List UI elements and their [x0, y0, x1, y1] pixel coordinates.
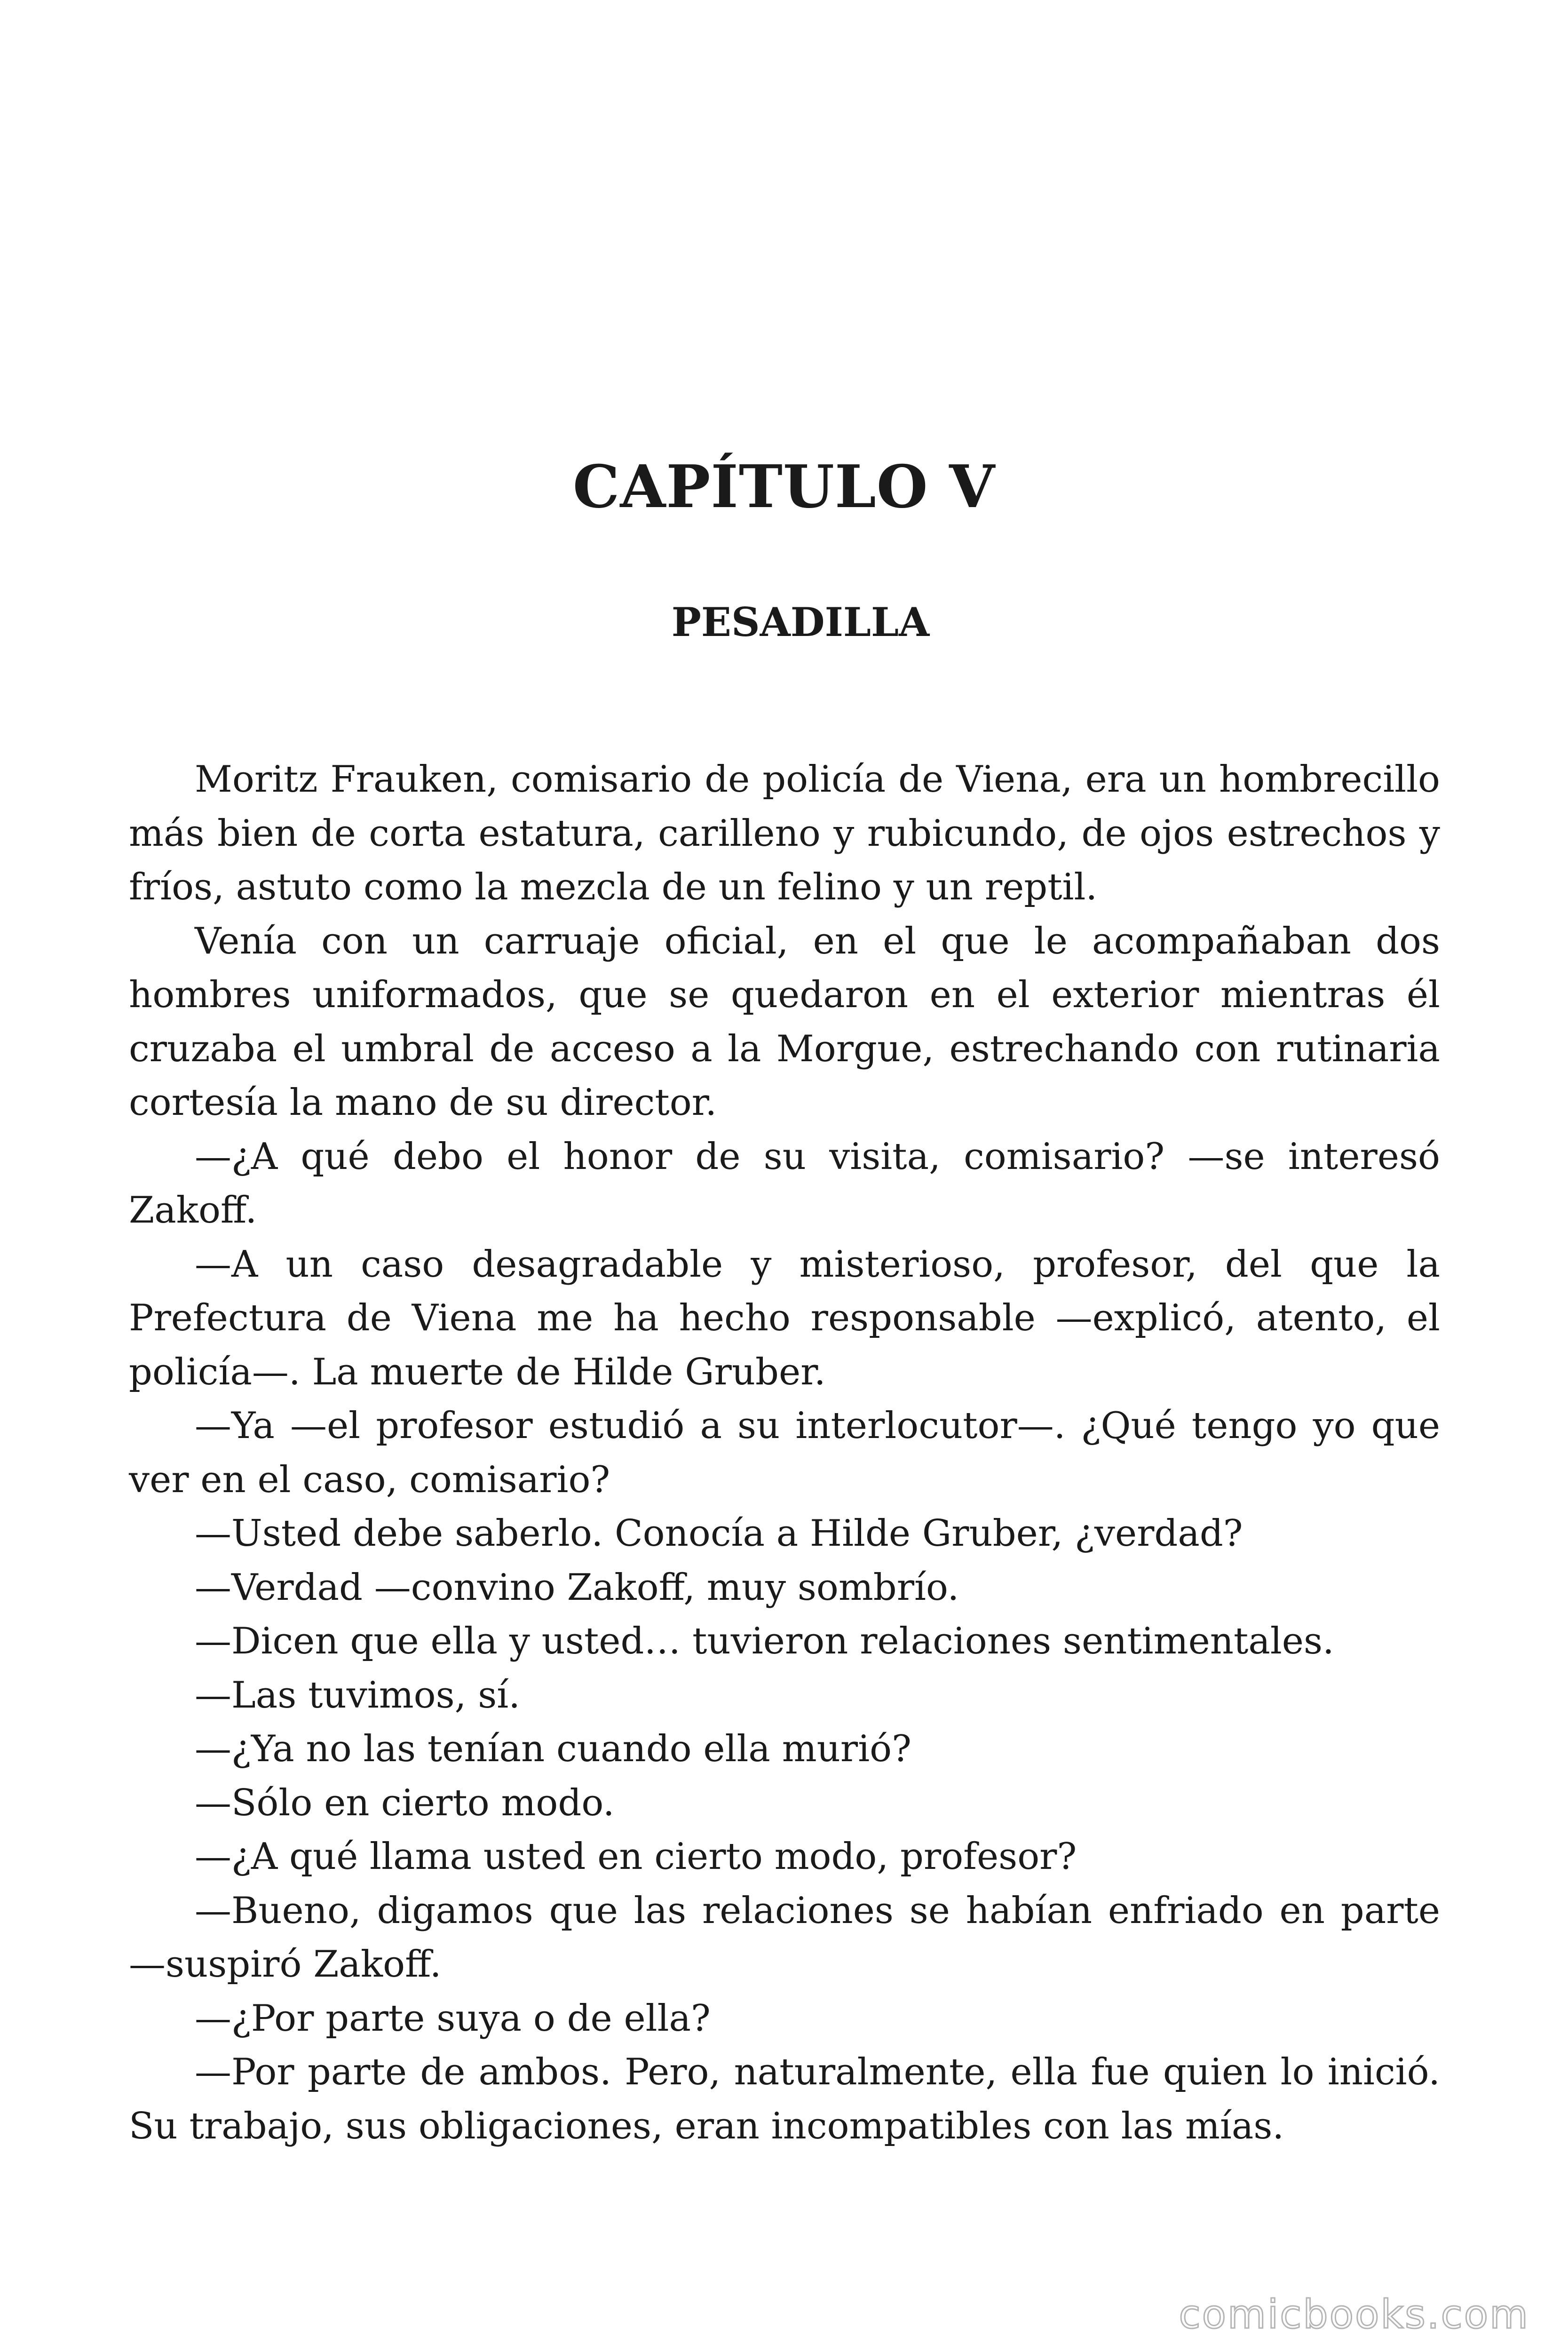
paragraph: —Por parte de ambos. Pero, naturalmente, ella fue quien lo inició. Su trabajo, sus obligaciones, eran incompatibles con las mías. — [129, 2051, 1440, 2147]
paragraph: —Las tuvimos, sí. — [195, 1674, 521, 1716]
chapter-title: CAPÍTULO V — [572, 453, 996, 521]
paragraph: Moritz Frauken, comisario de policía de Viena, era un hombrecillo más bien de corta estatura, carilleno y rubicundo, de ojos estrechos y fríos, astuto como la mezcla de un felino y un reptil. — [129, 758, 1440, 908]
paragraph: —¿A qué llama usted en cierto modo, profesor? — [195, 1836, 1077, 1878]
paragraph: —Dicen que ella y usted… tuvieron relaciones sentimentales. — [195, 1620, 1334, 1662]
paragraph: —Usted debe saberlo. Conocía a Hilde Gruber, ¿verdad? — [195, 1512, 1243, 1555]
paragraph: —Bueno, digamos que las relaciones se habían enfriado en parte —suspiró Zakoff. — [129, 1889, 1440, 1986]
paragraph: —Sólo en cierto modo. — [195, 1781, 615, 1824]
body-text — [129, 753, 1440, 2153]
chapter-subtitle: PESADILLA — [671, 599, 930, 645]
paragraph: —¿A qué debo el honor de su visita, comisario? —se interesó Zakoff. — [129, 1135, 1440, 1232]
paragraph: Venía con un carruaje oficial, en el que le acompañaban dos hombres uniformados, que se quedaron en el exterior mientras él cruzaba el umbral de acceso a la Morgue, estrechando con rutinaria cortesía la mano de su director. — [129, 920, 1440, 1124]
paragraph: —¿Ya no las tenían cuando ella murió? — [195, 1728, 911, 1770]
paragraph: —¿Por parte suya o de ella? — [195, 1997, 711, 2040]
paragraph: —Verdad —convino Zakoff, muy sombrío. — [195, 1566, 959, 1609]
paragraph: —A un caso desagradable y misterioso, profesor, del que la Prefectura de Viena me ha hecho responsable —explicó, atento, el policía—. La muerte de Hilde Gruber. — [129, 1243, 1440, 1393]
paragraph: —Ya —el profesor estudió a su interlocutor—. ¿Qué tengo yo que ver en el caso, comisario? — [129, 1405, 1440, 1501]
watermark: comicbooks.com — [1179, 2291, 1529, 2337]
